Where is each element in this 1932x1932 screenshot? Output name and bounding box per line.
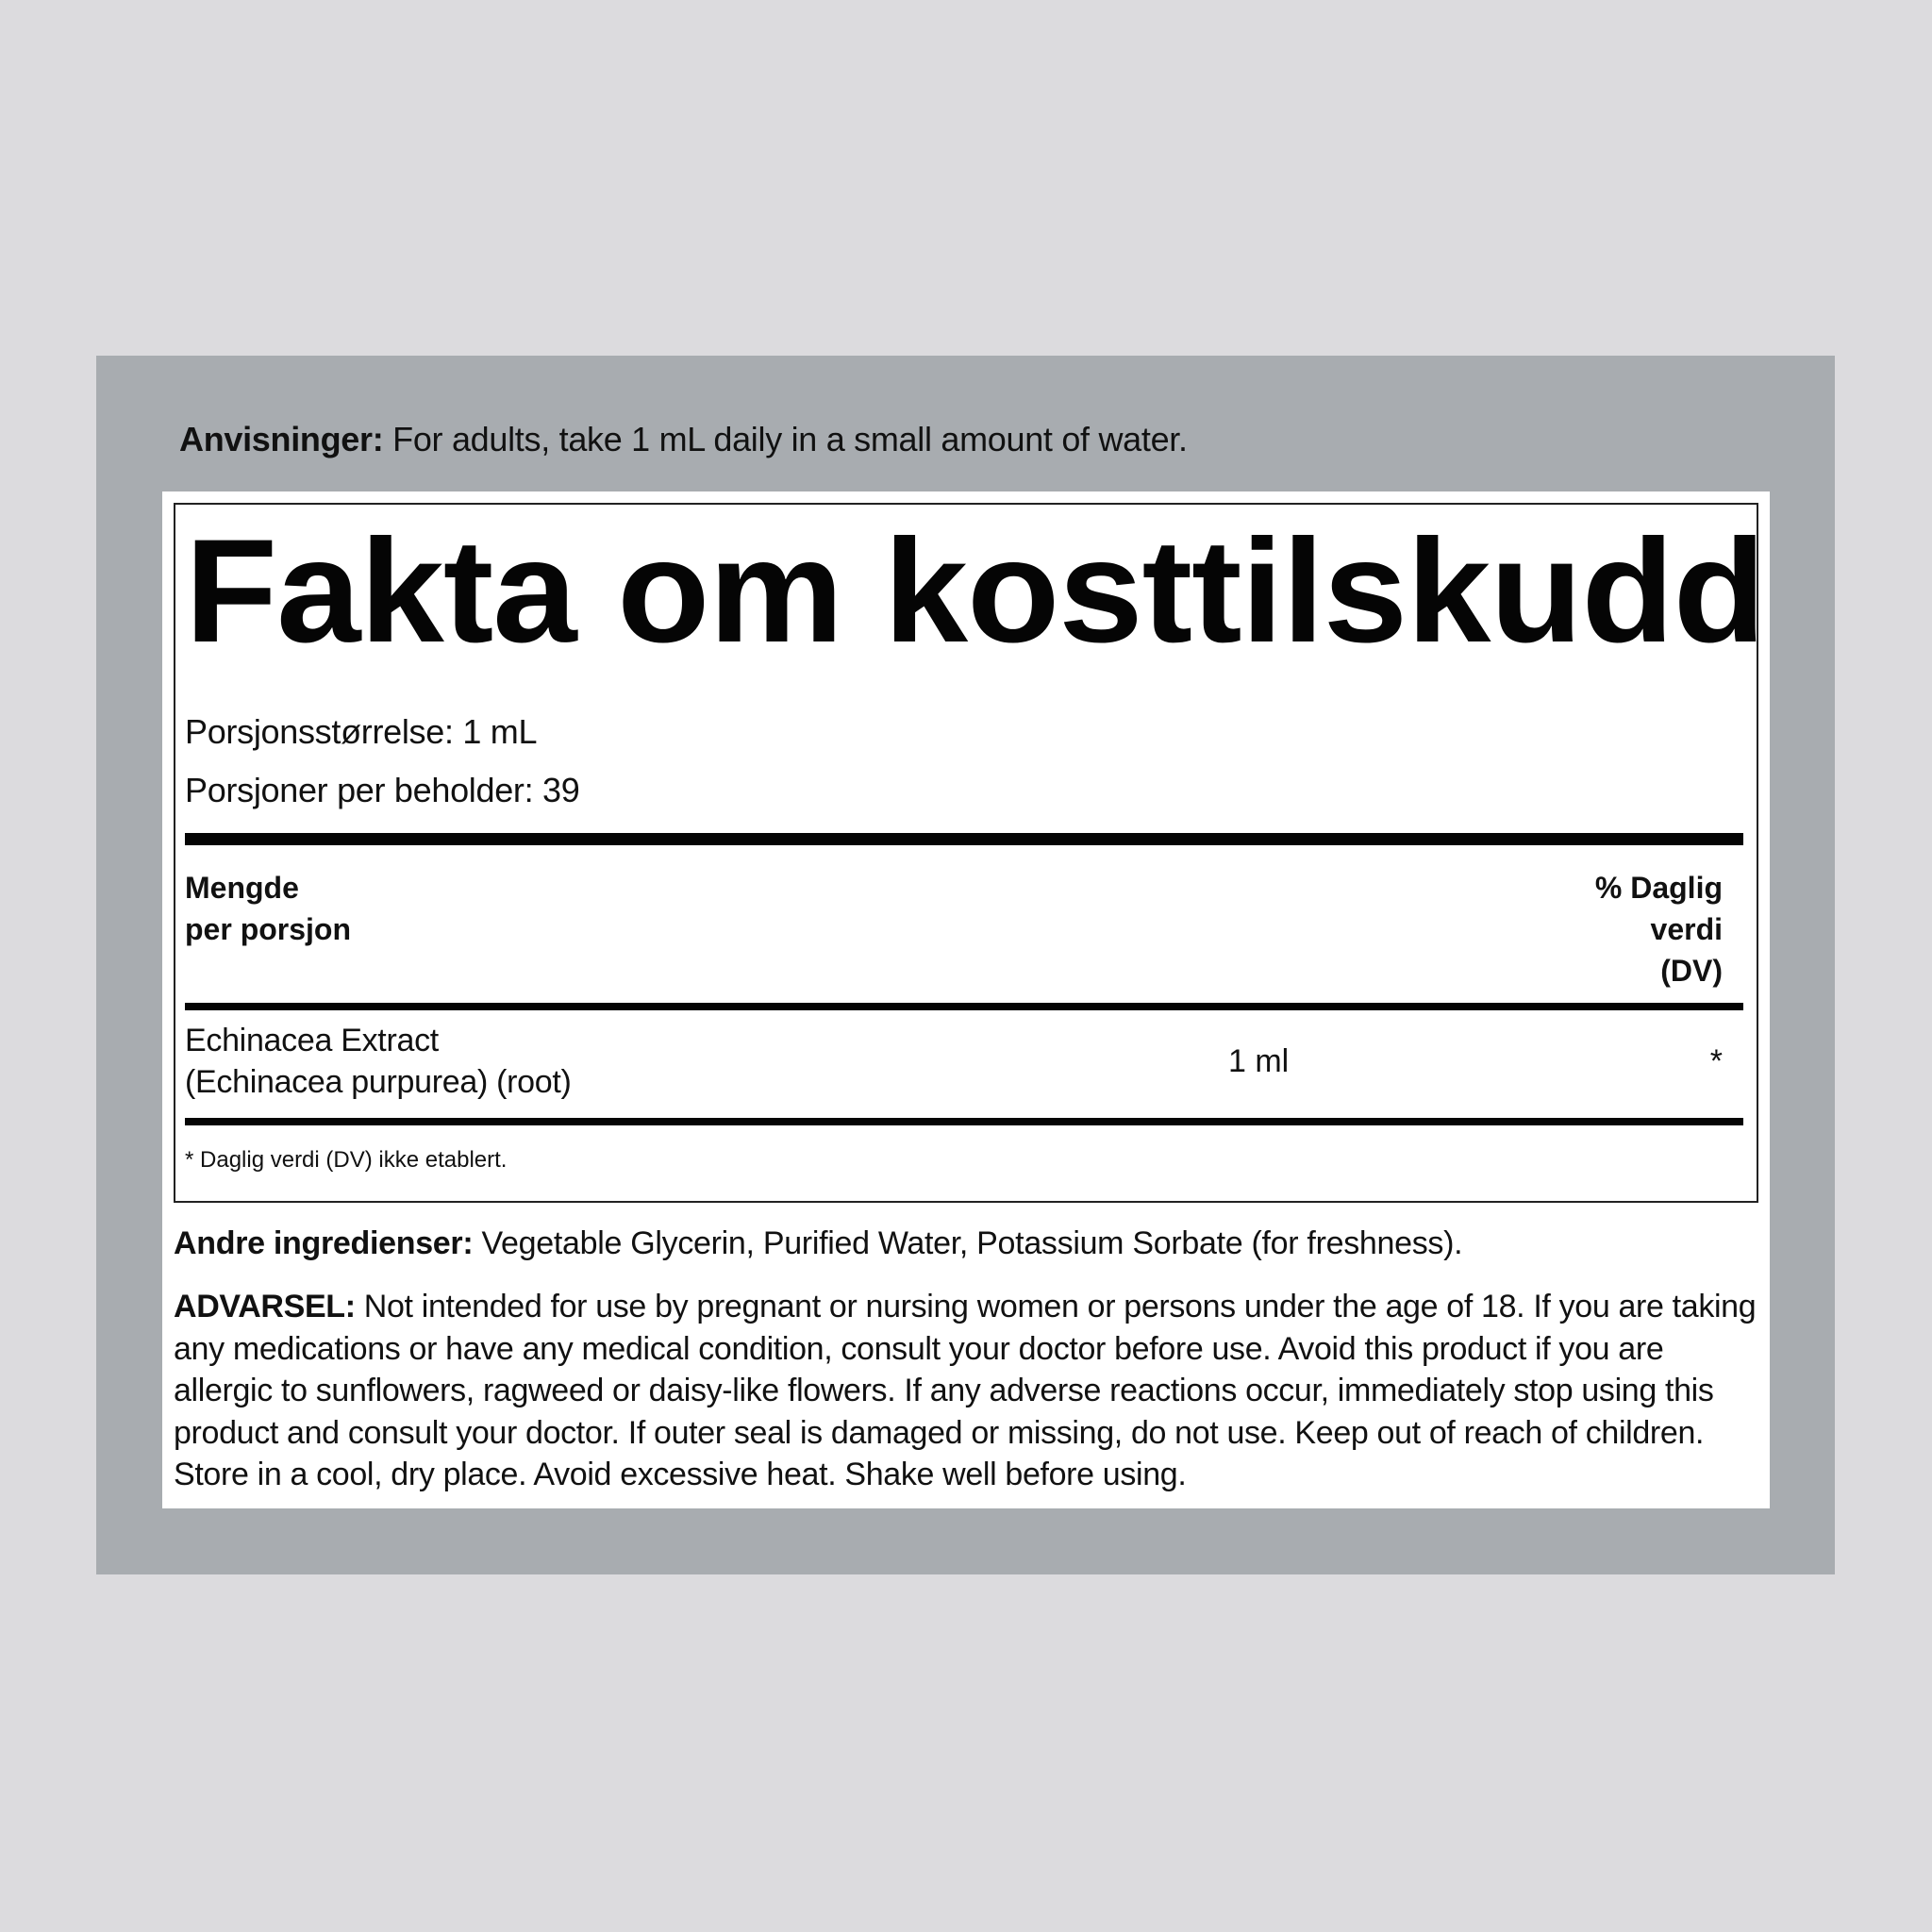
- ingredient-daily-value: *: [1709, 1043, 1723, 1079]
- facts-title: Fakta om kosttilskudd: [185, 509, 1765, 674]
- directions-text: For adults, take 1 mL daily in a small amount of water.: [392, 420, 1188, 458]
- dv-header-line3: (DV): [1660, 954, 1723, 988]
- thick-divider: [185, 833, 1743, 845]
- ingredient-name-line2: (Echinacea purpurea) (root): [185, 1064, 572, 1100]
- other-ingredients: [174, 1225, 1462, 1262]
- label-panel: [96, 356, 1835, 1574]
- ingredient-name-line1: Echinacea Extract: [185, 1023, 439, 1058]
- amount-header-line1: Mengde: [185, 871, 299, 905]
- amount-header-line2: per porsjon: [185, 912, 352, 946]
- dv-header-line1: % Daglig: [1594, 871, 1723, 905]
- amount-per-serving-header: [185, 867, 351, 950]
- divider: [185, 1118, 1743, 1125]
- label-body: [162, 491, 1770, 1508]
- dv-header-line2: verdi: [1650, 912, 1723, 946]
- servings-per-container: Porsjoner per beholder: 39: [185, 771, 580, 809]
- ingredient-name: [185, 1020, 572, 1103]
- warning: [174, 1286, 1768, 1496]
- directions-label: Anvisninger:: [179, 420, 384, 458]
- daily-value-header: [1595, 867, 1723, 991]
- warning-label: ADVARSEL:: [174, 1289, 356, 1324]
- serving-size: Porsjonsstørrelse: 1 mL: [185, 712, 538, 751]
- other-ingredients-label: Andre ingredienser:: [174, 1225, 474, 1261]
- directions: [179, 420, 1188, 459]
- ingredient-amount: 1 ml: [1228, 1043, 1290, 1079]
- footnote: * Daglig verdi (DV) ikke etablert.: [185, 1147, 508, 1173]
- supplement-facts-box: [174, 503, 1765, 1203]
- other-ingredients-text: Vegetable Glycerin, Purified Water, Potassium Sorbate (for freshness).: [481, 1225, 1463, 1261]
- warning-text: Not intended for use by pregnant or nursing women or persons under the age of 18. If you are taking any medications or have any medical condition, consult your doctor before use. Avoid this product if you are allergic to sunflowers, ragweed or daisy-like flowers. If any adverse reactions occur, immediately stop using this product and consult your doctor. If outer seal is damaged or missing, do not use. Keep out of reach of children. Store in a cool, dry place. Avoid excessive heat. Shake well before using.: [174, 1289, 1757, 1492]
- divider: [185, 1003, 1743, 1010]
